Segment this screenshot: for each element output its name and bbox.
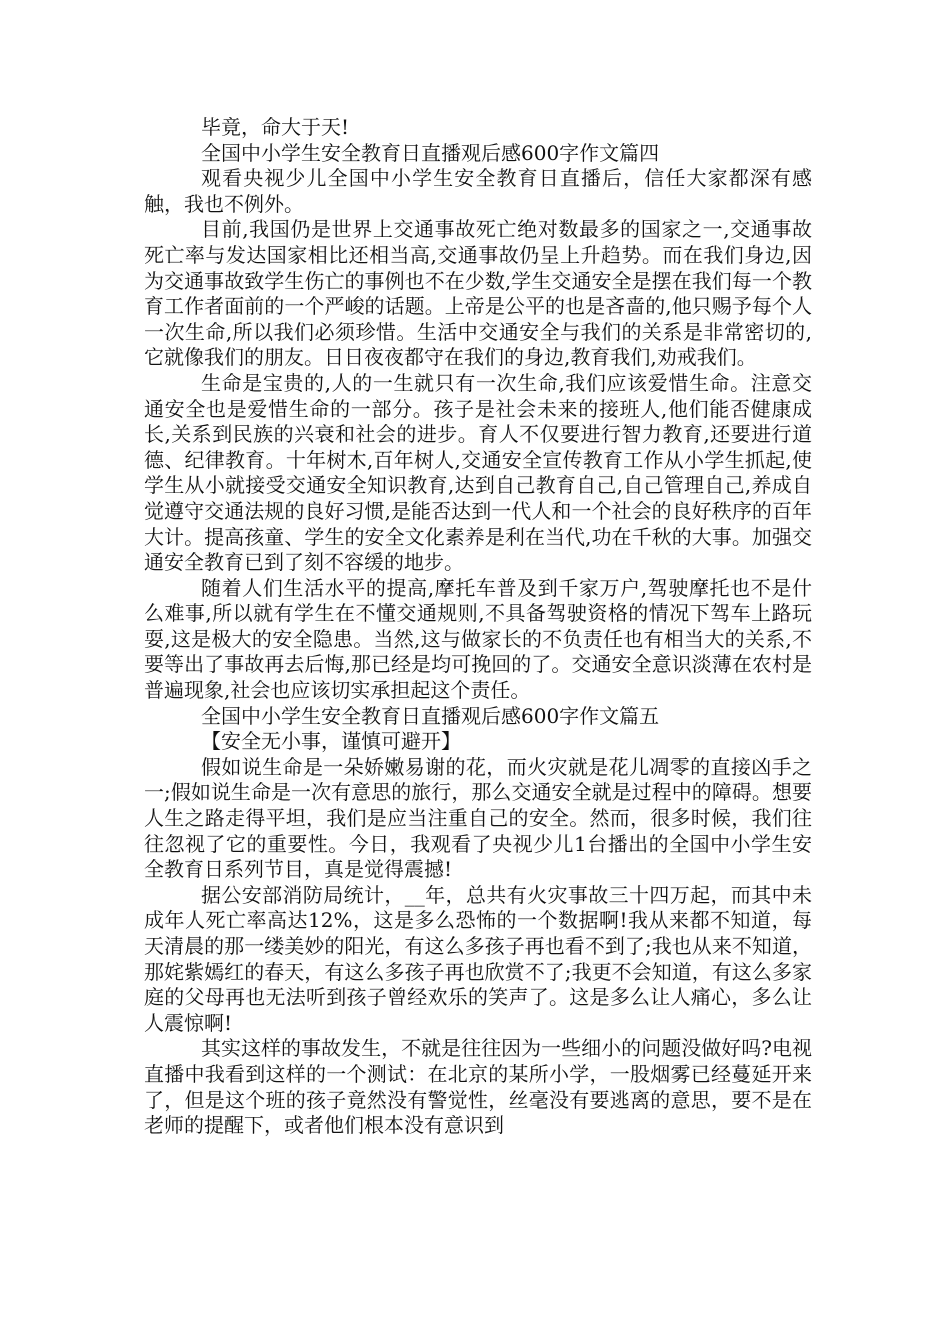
paragraph: 假如说生命是一朵娇嫩易谢的花，而火灾就是花儿凋零的直接凶手之一;假如说生命是一次有意思的旅行，那么交通安全就是过程中的障碍。想要人生之路走得平坦，我们是应当注重自己的安全。然而，很多时候，我们往往忽视了它的重要性。今日，我观看了央视少儿1台播出的全国中小学生安全教育日系列节目，真是觉得震撼! <box>144 754 812 882</box>
paragraph: 其实这样的事故发生，不就是往往因为一些细小的问题没做好吗?电视直播中我看到这样的一个测试：在北京的某所小学，一股烟雾已经蔓延开来了，但是这个班的孩子竟然没有警觉性，丝毫没有要逃离的意思，要不是在老师的提醒下，或者他们根本没有意识到 <box>144 1036 812 1138</box>
paragraph: 据公安部消防局统计，__年，总共有火灾事故三十四万起，而其中未成年人死亡率高达12%，这是多么恐怖的一个数据啊!我从来都不知道，每天清晨的那一缕美妙的阳光，有这么多孩子再也看不到了;我也从来不知道，那姹紫嫣红的春天，有这么多孩子再也欣赏不了;我更不会知道，有这么多家庭的父母再也无法听到孩子曾经欢乐的笑声了。这是多么让人痛心，多么让人震惊啊! <box>144 882 812 1035</box>
paragraph: 随着人们生活水平的提高,摩托车普及到千家万户,驾驶摩托也不是什么难事,所以就有学生在不懂交通规则,不具备驾驶资格的情况下驾车上路玩耍,这是极大的安全隐患。当然,这与做家长的不负责任也有相当大的关系,不要等出了事故再去后悔,那已经是均可挽回的了。交通安全意识淡薄在农村是普遍现象,社会也应该切实承担起这个责任。 <box>144 575 812 703</box>
section-heading: 全国中小学生安全教育日直播观后感600字作文篇五 <box>201 703 660 728</box>
paragraph: 生命是宝贵的,人的一生就只有一次生命,我们应该爱惜生命。注意交通安全也是爱惜生命的一部分。孩子是社会未来的接班人,他们能否健康成长,关系到民族的兴衰和社会的进步。育人不仅要进行智力教育,还要进行道德、纪律教育。十年树木,百年树人,交通安全宣传教育工作从小学生抓起,使学生从小就接受交通安全知识教育,达到自己教育自己,自己管理自己,养成自觉遵守交通法规的良好习惯,是能否达到一代人和一个社会的良好秩序的百年大计。提高孩童、学生的安全文化素养是利在当代,功在千秋的大事。加强交通安全教育已到了刻不容缓的地步。 <box>144 370 812 575</box>
document-body <box>144 115 812 1139</box>
paragraph: 目前,我国仍是世界上交通事故死亡绝对数最多的国家之一,交通事故死亡率与发达国家相比还相当高,交通事故仍呈上升趋势。而在我们身边,因为交通事故致学生伤亡的事例也不在少数,学生交通安全是摆在我们每一个教育工作者面前的一个严峻的话题。上帝是公平的也是吝啬的,他只赐予每个人一次生命,所以我们必须珍惜。生活中交通安全与我们的关系是非常密切的,它就像我们的朋友。日日夜夜都守在我们的身边,教育我们,劝戒我们。 <box>144 217 812 370</box>
paragraph: 观看央视少儿全国中小学生安全教育日直播后，信任大家都深有感触，我也不例外。 <box>144 166 812 216</box>
paragraph: 毕竟，命大于天! <box>201 115 350 139</box>
subtitle: 【安全无小事，谨慎可避开】 <box>201 729 461 754</box>
section-heading: 全国中小学生安全教育日直播观后感600字作文篇四 <box>201 140 660 165</box>
